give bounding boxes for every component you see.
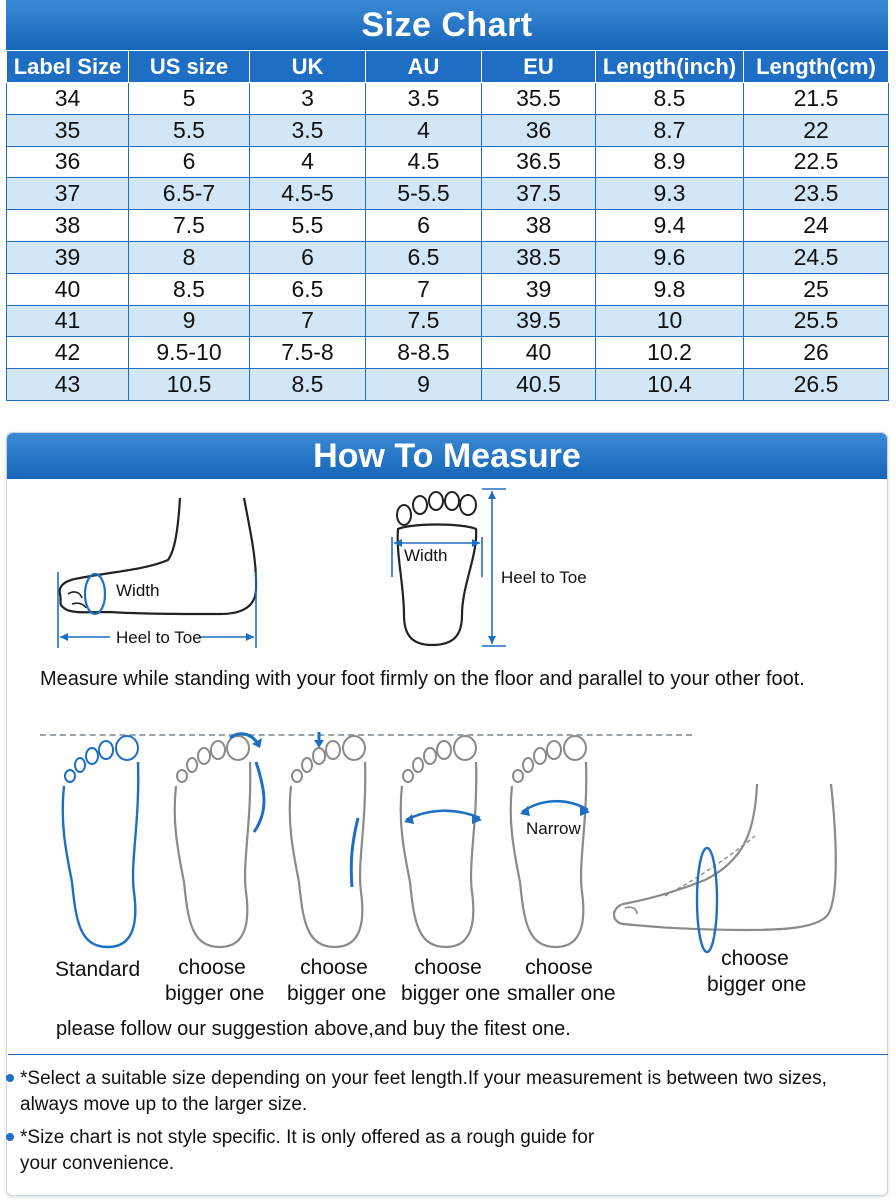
how-to-measure-title: How To Measure bbox=[7, 433, 887, 479]
cell-uk: 6.5 bbox=[250, 273, 366, 305]
cell-length-inch: 8.9 bbox=[596, 146, 744, 178]
cell-label-size: 35 bbox=[7, 114, 129, 146]
cell-eu: 40 bbox=[482, 337, 596, 369]
notes-divider bbox=[8, 1054, 888, 1055]
cell-uk: 5.5 bbox=[250, 210, 366, 242]
cell-uk: 3.5 bbox=[250, 114, 366, 146]
cell-uk: 4 bbox=[250, 146, 366, 178]
cell-length-cm: 22 bbox=[744, 114, 889, 146]
cell-eu: 37.5 bbox=[482, 178, 596, 210]
cell-label-size: 43 bbox=[7, 369, 129, 401]
cell-eu: 38 bbox=[482, 210, 596, 242]
cell-length-inch: 9.4 bbox=[596, 210, 744, 242]
cell-au: 7 bbox=[366, 273, 482, 305]
header-uk: UK bbox=[250, 51, 366, 83]
size-table bbox=[6, 50, 889, 401]
cell-label-size: 34 bbox=[7, 83, 129, 115]
foot-type-caption-4: choose bigger one bbox=[401, 956, 501, 1005]
cell-au: 4.5 bbox=[366, 146, 482, 178]
table-row bbox=[7, 83, 889, 115]
table-row bbox=[7, 114, 889, 146]
cell-length-inch: 8.7 bbox=[596, 114, 744, 146]
cell-eu: 39 bbox=[482, 273, 596, 305]
table-row bbox=[7, 146, 889, 178]
note-bullet-1 bbox=[6, 1074, 14, 1082]
cell-us-size: 6 bbox=[129, 146, 250, 178]
cell-eu: 38.5 bbox=[482, 241, 596, 273]
side-foot-length-label: Heel to Toe bbox=[116, 628, 202, 647]
cell-us-size: 10.5 bbox=[129, 369, 250, 401]
foot-types-illustration bbox=[40, 732, 660, 957]
cell-label-size: 37 bbox=[7, 178, 129, 210]
cell-length-inch: 10.2 bbox=[596, 337, 744, 369]
cell-eu: 40.5 bbox=[482, 369, 596, 401]
cell-eu: 36 bbox=[482, 114, 596, 146]
high-arch-foot-icon bbox=[290, 732, 366, 947]
suggestion-text: please follow our suggestion above,and buy the fitest one. bbox=[56, 1018, 571, 1040]
cell-eu: 39.5 bbox=[482, 305, 596, 337]
header-eu: EU bbox=[482, 51, 596, 83]
header-us-size: US size bbox=[129, 51, 250, 83]
cell-length-cm: 25.5 bbox=[744, 305, 889, 337]
table-row bbox=[7, 369, 889, 401]
side-foot-icon bbox=[50, 490, 270, 650]
cell-au: 8-8.5 bbox=[366, 337, 482, 369]
table-row bbox=[7, 337, 889, 369]
cell-length-cm: 21.5 bbox=[744, 83, 889, 115]
cell-au: 4 bbox=[366, 114, 482, 146]
bunion-foot-icon bbox=[175, 734, 264, 947]
note-1: *Select a suitable size depending on your feet length.If your measurement is between two sizes, always move up to the larger size. bbox=[20, 1068, 827, 1115]
note-bullet-2 bbox=[6, 1133, 14, 1141]
header-length-inch: Length(inch) bbox=[596, 51, 744, 83]
cell-length-cm: 22.5 bbox=[744, 146, 889, 178]
cell-us-size: 7.5 bbox=[129, 210, 250, 242]
cell-us-size: 6.5-7 bbox=[129, 178, 250, 210]
cell-length-inch: 10 bbox=[596, 305, 744, 337]
sole-foot-width-label: Width bbox=[404, 546, 448, 565]
table-row bbox=[7, 305, 889, 337]
cell-length-cm: 24 bbox=[744, 210, 889, 242]
cell-length-cm: 24.5 bbox=[744, 241, 889, 273]
cell-us-size: 5 bbox=[129, 83, 250, 115]
cell-uk: 4.5-5 bbox=[250, 178, 366, 210]
cell-length-cm: 26 bbox=[744, 337, 889, 369]
cell-length-inch: 9.8 bbox=[596, 273, 744, 305]
foot-type-caption-1: Standard bbox=[55, 958, 141, 981]
narrow-foot-icon bbox=[511, 736, 590, 947]
cell-uk: 3 bbox=[250, 83, 366, 115]
side-foot-width-label: Width bbox=[116, 581, 160, 600]
cell-length-cm: 23.5 bbox=[744, 178, 889, 210]
cell-uk: 7 bbox=[250, 305, 366, 337]
header-length-cm: Length(cm) bbox=[744, 51, 889, 83]
cell-au: 6 bbox=[366, 210, 482, 242]
cell-uk: 7.5-8 bbox=[250, 337, 366, 369]
cell-au: 5-5.5 bbox=[366, 178, 482, 210]
instep-caption: choose bigger one bbox=[707, 947, 807, 996]
cell-length-cm: 25 bbox=[744, 273, 889, 305]
sole-foot-length-label: Heel to Toe bbox=[501, 568, 587, 587]
cell-label-size: 42 bbox=[7, 337, 129, 369]
cell-label-size: 39 bbox=[7, 241, 129, 273]
note-2: *Size chart is not style specific. It is only offered as a rough guide for your convenience. bbox=[20, 1127, 595, 1174]
table-row bbox=[7, 273, 889, 305]
narrow-label: Narrow bbox=[526, 819, 581, 838]
cell-length-cm: 26.5 bbox=[744, 369, 889, 401]
size-chart-title: Size Chart bbox=[6, 0, 888, 50]
cell-label-size: 40 bbox=[7, 273, 129, 305]
cell-length-inch: 9.3 bbox=[596, 178, 744, 210]
cell-length-inch: 10.4 bbox=[596, 369, 744, 401]
instep-foot-icon bbox=[605, 780, 845, 960]
standard-foot-icon bbox=[63, 736, 139, 947]
cell-us-size: 8.5 bbox=[129, 273, 250, 305]
foot-type-caption-5: choose smaller one bbox=[507, 956, 616, 1005]
header-au: AU bbox=[366, 51, 482, 83]
wide-foot-icon bbox=[401, 736, 482, 947]
table-row bbox=[7, 178, 889, 210]
table-row bbox=[7, 210, 889, 242]
cell-us-size: 9 bbox=[129, 305, 250, 337]
foot-type-caption-2: choose bigger one bbox=[165, 956, 265, 1005]
measure-instruction: Measure while standing with your foot firmly on the floor and parallel to your other foot. bbox=[40, 668, 805, 690]
table-header-row bbox=[7, 51, 889, 83]
cell-au: 7.5 bbox=[366, 305, 482, 337]
cell-us-size: 9.5-10 bbox=[129, 337, 250, 369]
foot-type-caption-3: choose bigger one bbox=[287, 956, 387, 1005]
cell-label-size: 36 bbox=[7, 146, 129, 178]
cell-us-size: 5.5 bbox=[129, 114, 250, 146]
cell-uk: 8.5 bbox=[250, 369, 366, 401]
cell-label-size: 38 bbox=[7, 210, 129, 242]
table-row bbox=[7, 241, 889, 273]
cell-us-size: 8 bbox=[129, 241, 250, 273]
cell-eu: 35.5 bbox=[482, 83, 596, 115]
cell-length-inch: 9.6 bbox=[596, 241, 744, 273]
cell-au: 3.5 bbox=[366, 83, 482, 115]
cell-label-size: 41 bbox=[7, 305, 129, 337]
cell-length-inch: 8.5 bbox=[596, 83, 744, 115]
cell-eu: 36.5 bbox=[482, 146, 596, 178]
cell-au: 6.5 bbox=[366, 241, 482, 273]
cell-au: 9 bbox=[366, 369, 482, 401]
cell-uk: 6 bbox=[250, 241, 366, 273]
header-label-size: Label Size bbox=[7, 51, 129, 83]
